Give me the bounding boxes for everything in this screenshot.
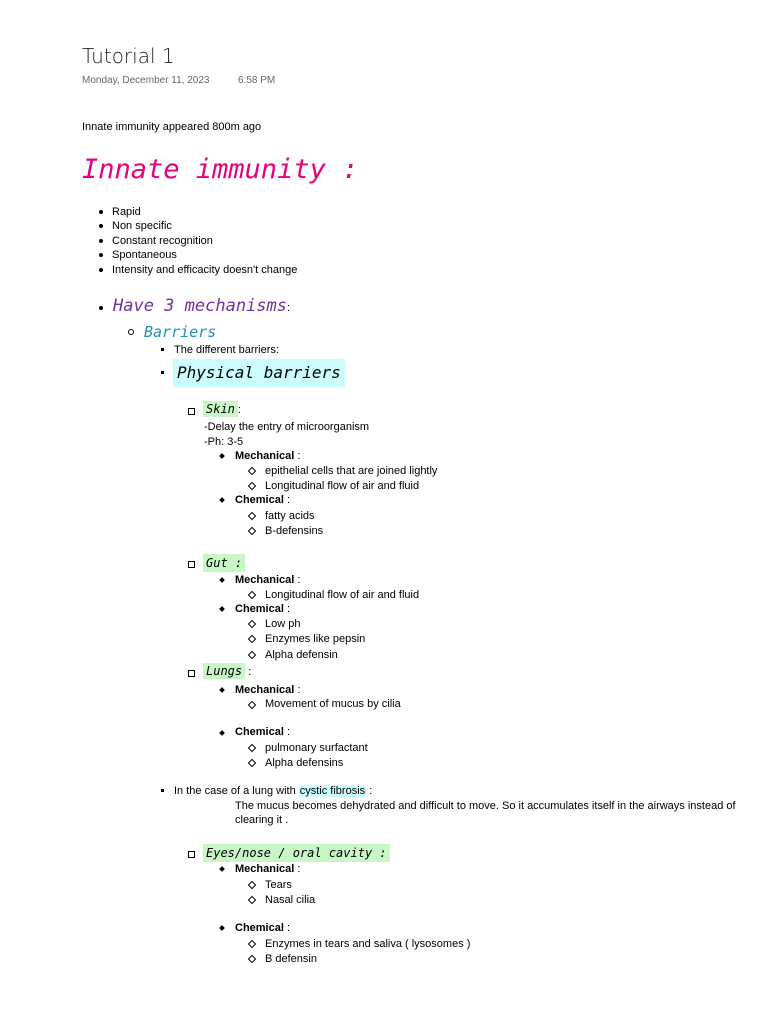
mechanisms-colon: : xyxy=(287,302,291,314)
skin-label: Skin xyxy=(203,401,238,417)
bullet-hollow-diamond-icon xyxy=(248,482,256,490)
bullet-diamond-icon xyxy=(219,730,225,736)
bullet-hollow-diamond-icon xyxy=(248,759,256,767)
list-item: Movement of mucus by cilia xyxy=(265,698,401,710)
bullet-hollow-diamond-icon xyxy=(248,651,256,659)
sep: : xyxy=(297,863,301,875)
bullet-hollow-diamond-icon xyxy=(248,591,256,599)
bullet-hollow-diamond-icon xyxy=(248,744,256,752)
chemical-label: Chemical xyxy=(235,726,284,738)
gut-mechanical xyxy=(235,573,300,587)
sep: : xyxy=(286,494,291,506)
bullet-square-icon xyxy=(161,789,164,792)
sep: : xyxy=(297,450,301,462)
lungs-mechanical xyxy=(235,683,300,697)
list-item: epithelial cells that are joined lightly xyxy=(265,465,438,477)
bullet-icon xyxy=(99,224,103,228)
list-item: Low ph xyxy=(265,618,301,630)
list-item: Alpha defensins xyxy=(265,757,344,769)
sep: : xyxy=(286,922,291,934)
eyes-heading: Eyes/nose / oral cavity : xyxy=(203,844,390,862)
list-item: Intensity and efficacity doesn't change xyxy=(112,264,298,276)
mechanical-label: Mechanical xyxy=(235,574,295,586)
list-item: Tears xyxy=(265,879,292,891)
mechanical-label: Mechanical xyxy=(235,450,295,462)
mechanisms-label: Have 3 mechanisms xyxy=(113,296,287,316)
list-item: Rapid xyxy=(112,206,141,218)
bullet-diamond-icon xyxy=(219,606,225,612)
bullet-square-icon xyxy=(161,348,164,351)
bullet-hollow-diamond-icon xyxy=(248,881,256,889)
mechanical-label: Mechanical xyxy=(235,684,295,696)
list-item: Constant recognition xyxy=(112,235,213,247)
skin-note: -Delay the entry of microorganism xyxy=(204,421,370,433)
cystic-fibrosis-line xyxy=(174,784,372,798)
bullet-square-icon xyxy=(161,371,164,374)
bullet-hollow-diamond-icon xyxy=(248,940,256,948)
bullet-hollow-diamond-icon xyxy=(248,701,256,709)
eyes-chemical xyxy=(235,921,290,935)
physical-barriers-heading: Physical barriers xyxy=(173,359,345,387)
list-item: B-defensins xyxy=(265,525,324,537)
bullet-icon xyxy=(99,239,103,243)
gut-heading: Gut : xyxy=(203,554,245,572)
eyes-mechanical xyxy=(235,862,300,876)
sep: : xyxy=(286,603,291,615)
page-title: Tutorial 1 xyxy=(82,44,175,68)
skin-chemical xyxy=(235,493,290,507)
sep: : xyxy=(297,574,301,586)
bullet-hollow-diamond-icon xyxy=(248,896,256,904)
skin-heading xyxy=(203,401,241,417)
bullet-hollow-diamond-icon xyxy=(248,527,256,535)
lungs-colon: : xyxy=(248,666,252,678)
cystic-highlight: cystic fibrosis xyxy=(299,785,366,797)
cystic-prefix: In the case of a lung with xyxy=(174,785,296,797)
bullet-hollow-square-icon xyxy=(188,561,195,568)
bullet-circle-icon xyxy=(128,329,134,335)
lungs-heading xyxy=(203,663,251,679)
list-item: fatty acids xyxy=(265,510,315,522)
mechanical-label: Mechanical xyxy=(235,863,295,875)
list-item: Spontaneous xyxy=(112,249,177,261)
sep: : xyxy=(286,726,291,738)
list-item: Longitudinal flow of air and fluid xyxy=(265,480,420,492)
list-item: Alpha defensin xyxy=(265,649,338,661)
list-item: Nasal cilia xyxy=(265,894,316,906)
bullet-hollow-diamond-icon xyxy=(248,955,256,963)
skin-mechanical xyxy=(235,449,300,463)
page-time: 6:58 PM xyxy=(238,75,276,86)
cystic-suffix: : xyxy=(369,785,373,797)
bullet-hollow-diamond-icon xyxy=(248,467,256,475)
bullet-hollow-square-icon xyxy=(188,670,195,677)
lungs-chemical xyxy=(235,725,290,739)
bullet-diamond-icon xyxy=(219,497,225,503)
bullet-hollow-diamond-icon xyxy=(248,635,256,643)
chemical-label: Chemical xyxy=(235,922,284,934)
chemical-label: Chemical xyxy=(235,603,284,615)
bullet-hollow-diamond-icon xyxy=(248,620,256,628)
list-item: Enzymes in tears and saliva ( lysosomes ) xyxy=(265,938,471,950)
bullet-icon xyxy=(99,253,103,257)
list-item: B defensin xyxy=(265,953,317,965)
intro-text: Innate immunity appeared 800m ago xyxy=(82,121,262,133)
list-item: pulmonary surfactant xyxy=(265,742,368,754)
bullet-icon xyxy=(99,210,103,214)
main-heading: Innate immunity : xyxy=(82,154,359,185)
bullet-diamond-icon xyxy=(219,453,225,459)
skin-note: -Ph: 3-5 xyxy=(204,436,244,448)
bullet-diamond-icon xyxy=(219,925,225,931)
page-date: Monday, December 11, 2023 xyxy=(82,75,210,86)
chemical-label: Chemical xyxy=(235,494,284,506)
skin-colon: : xyxy=(237,404,241,416)
bullet-icon xyxy=(99,306,103,310)
bullet-hollow-square-icon xyxy=(188,851,195,858)
sep: : xyxy=(297,684,301,696)
bullet-hollow-square-icon xyxy=(188,408,195,415)
bullet-diamond-icon xyxy=(219,687,225,693)
bullet-icon xyxy=(99,268,103,272)
bullet-diamond-icon xyxy=(219,577,225,583)
gut-chemical xyxy=(235,602,290,616)
different-barriers-text: The different barriers: xyxy=(174,344,279,356)
cystic-explanation: The mucus becomes dehydrated and difficult to move. So it accumulates itself in the airways instead of clearing it . xyxy=(235,800,736,826)
lungs-label: Lungs xyxy=(203,663,245,679)
list-item: Longitudinal flow of air and fluid xyxy=(265,589,420,601)
bullet-diamond-icon xyxy=(219,866,225,872)
barriers-heading: Barriers xyxy=(144,323,217,341)
mechanisms-heading xyxy=(113,295,290,317)
list-item: Non specific xyxy=(112,220,172,232)
bullet-hollow-diamond-icon xyxy=(248,512,256,520)
list-item: Enzymes like pepsin xyxy=(265,633,366,645)
